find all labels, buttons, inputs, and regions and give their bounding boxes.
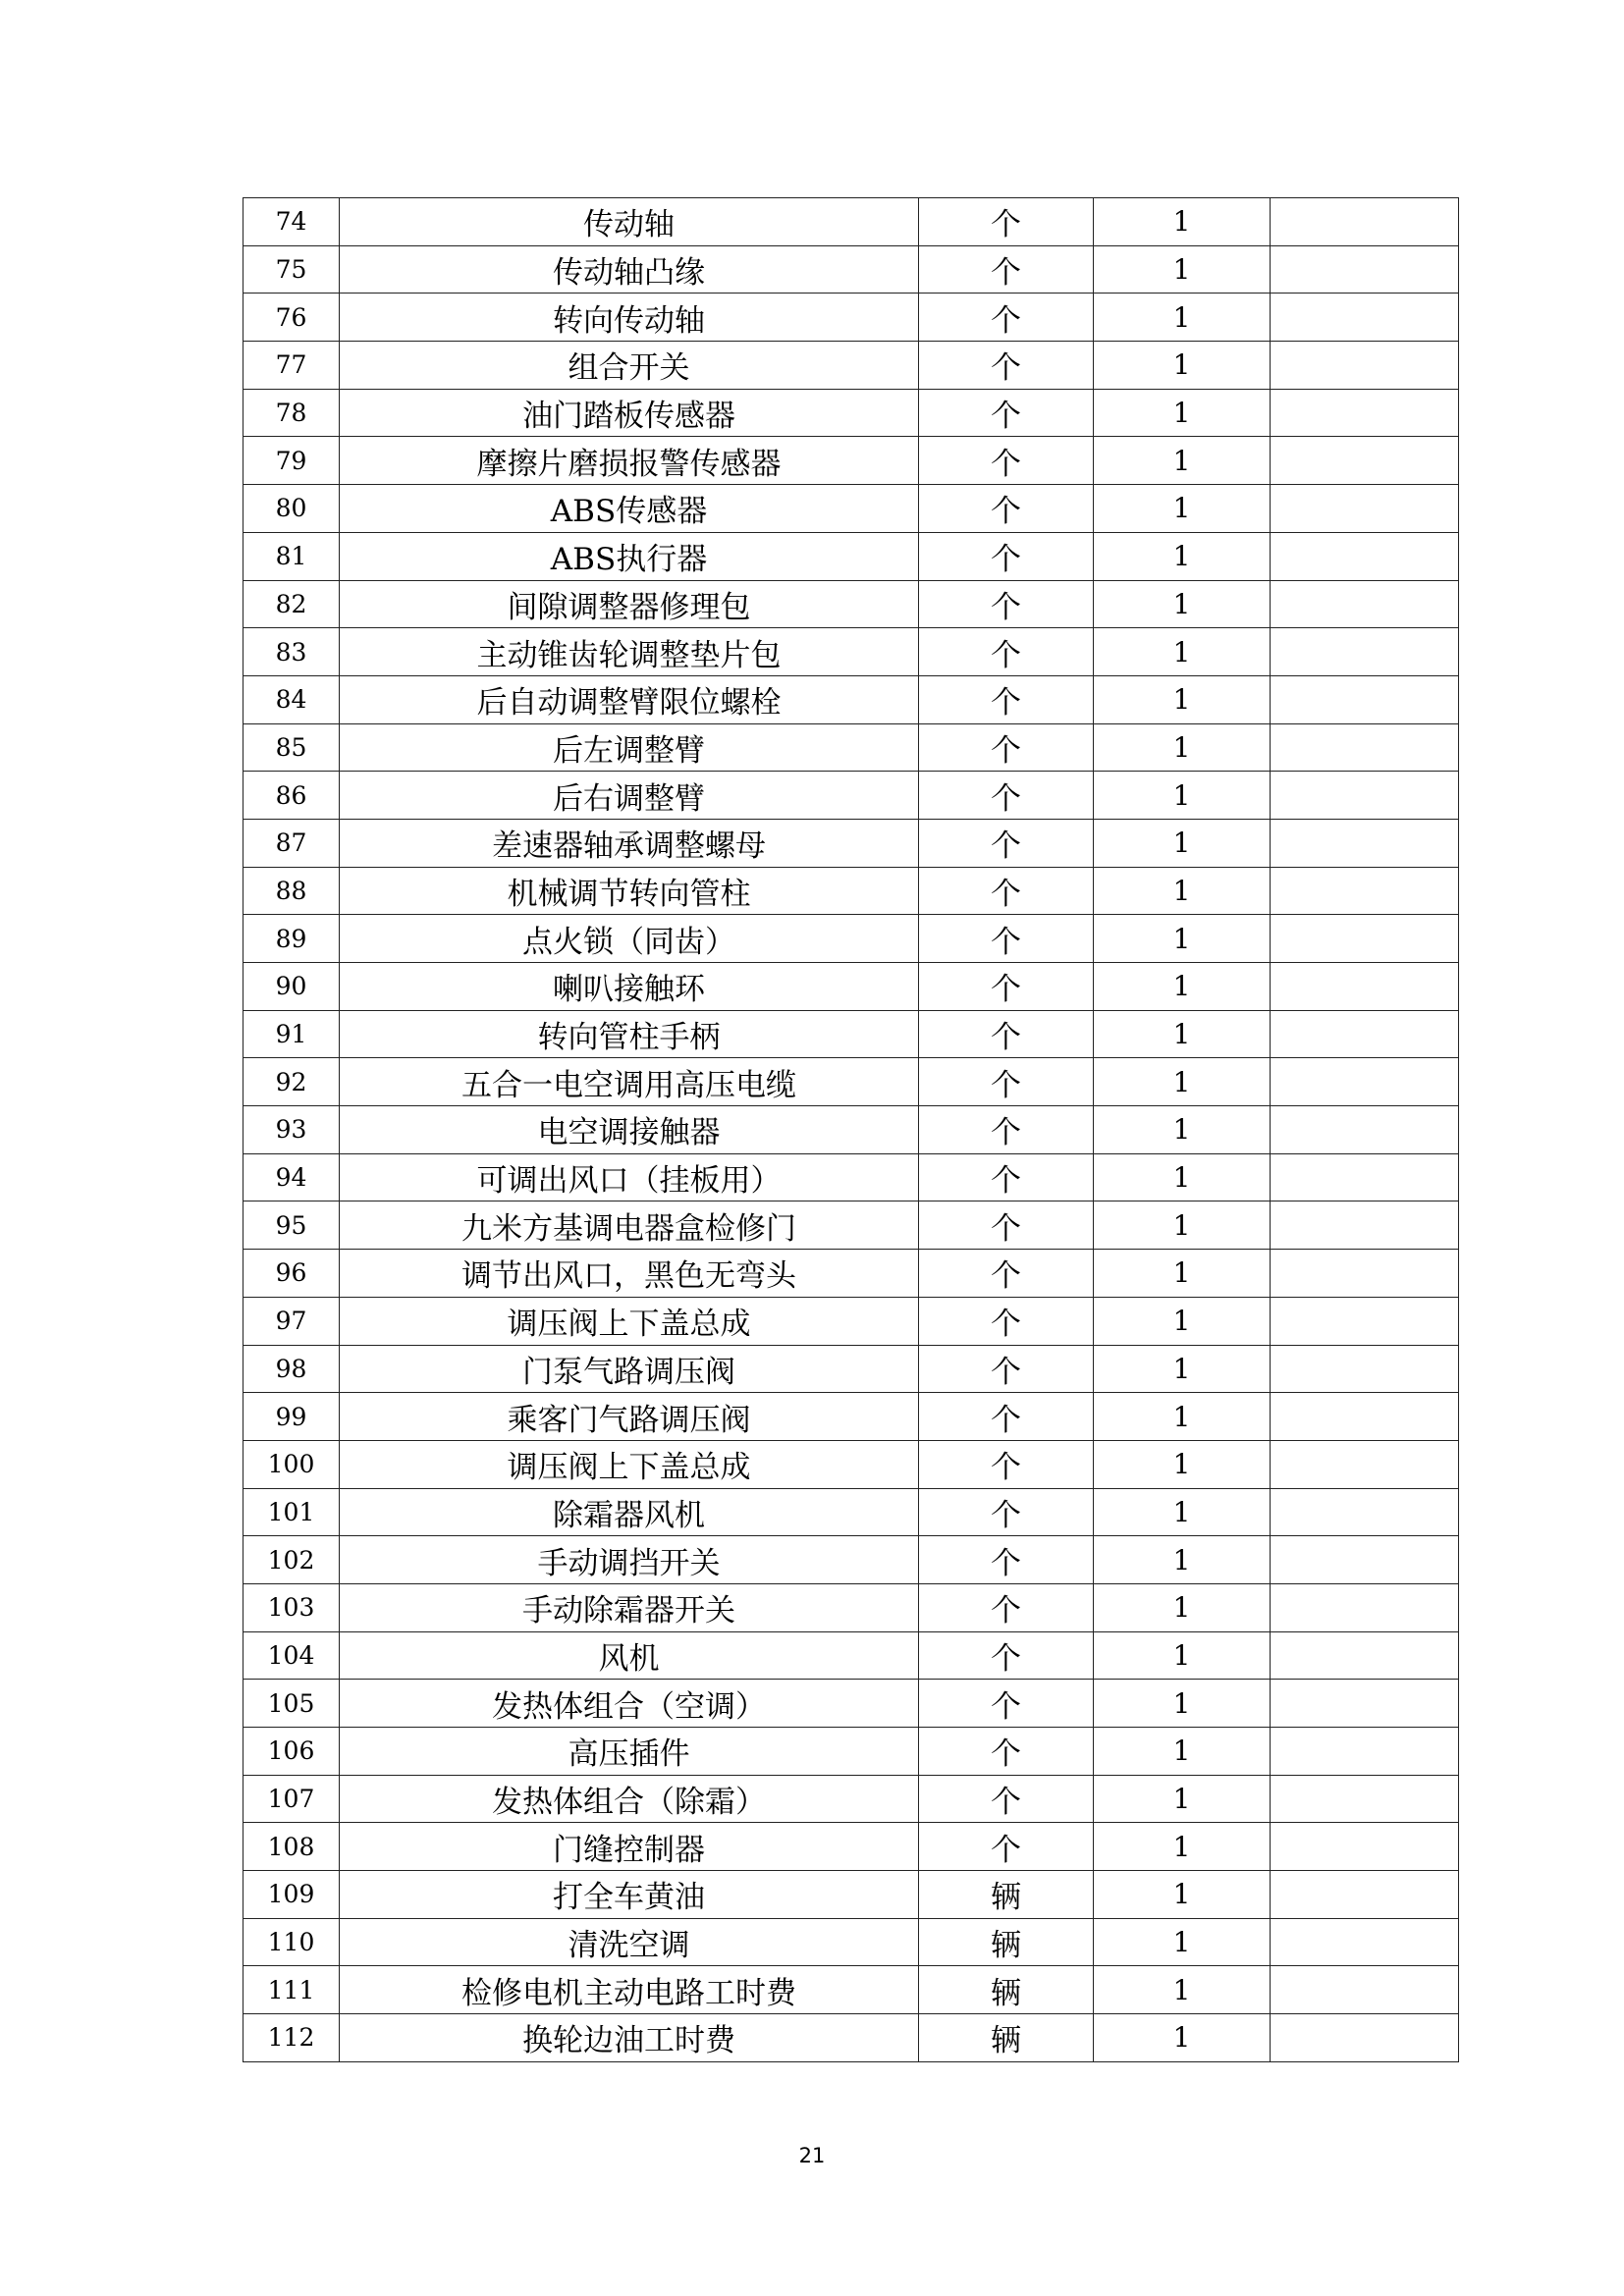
row-number-cell: 105	[244, 1680, 340, 1728]
row-number-cell: 107	[244, 1775, 340, 1823]
table-row	[244, 1488, 1459, 1536]
table-row	[244, 1775, 1459, 1823]
unit-cell: 个	[919, 342, 1094, 390]
table-row	[244, 1106, 1459, 1154]
item-name-cell: 油门踏板传感器	[340, 389, 919, 437]
remark-cell	[1271, 1440, 1459, 1488]
unit-cell: 个	[919, 1297, 1094, 1345]
quantity-cell: 1	[1094, 342, 1271, 390]
remark-cell	[1271, 1058, 1459, 1106]
remark-cell	[1271, 1345, 1459, 1393]
row-number-cell: 93	[244, 1106, 340, 1154]
remark-cell	[1271, 532, 1459, 580]
item-name-cell: 机械调节转向管柱	[340, 867, 919, 915]
item-name-cell: 发热体组合（除霜）	[340, 1775, 919, 1823]
remark-cell	[1271, 1153, 1459, 1201]
remark-cell	[1271, 580, 1459, 628]
unit-cell: 个	[919, 1728, 1094, 1776]
quantity-cell: 1	[1094, 1918, 1271, 1966]
item-name-cell: 主动锥齿轮调整垫片包	[340, 628, 919, 676]
item-name-cell: 调节出风口，黑色无弯头	[340, 1250, 919, 1298]
quantity-cell: 1	[1094, 294, 1271, 342]
row-number-cell: 85	[244, 723, 340, 772]
remark-cell	[1271, 1488, 1459, 1536]
item-name-cell: 五合一电空调用高压电缆	[340, 1058, 919, 1106]
item-name-cell: ABS执行器	[340, 532, 919, 580]
unit-cell: 个	[919, 1393, 1094, 1441]
row-number-cell: 74	[244, 198, 340, 246]
unit-cell: 个	[919, 1680, 1094, 1728]
quantity-cell: 1	[1094, 245, 1271, 294]
quantity-cell: 1	[1094, 1728, 1271, 1776]
remark-cell	[1271, 389, 1459, 437]
unit-cell: 个	[919, 915, 1094, 963]
remark-cell	[1271, 1297, 1459, 1345]
remark-cell	[1271, 1536, 1459, 1584]
table-row	[244, 867, 1459, 915]
item-name-cell: 换轮边油工时费	[340, 2014, 919, 2062]
unit-cell: 个	[919, 1106, 1094, 1154]
row-number-cell: 110	[244, 1918, 340, 1966]
quantity-cell: 1	[1094, 1583, 1271, 1631]
quantity-cell: 1	[1094, 675, 1271, 723]
unit-cell: 个	[919, 723, 1094, 772]
unit-cell: 辆	[919, 1918, 1094, 1966]
unit-cell: 个	[919, 1583, 1094, 1631]
remark-cell	[1271, 723, 1459, 772]
quantity-cell: 1	[1094, 1153, 1271, 1201]
table-row	[244, 2014, 1459, 2062]
remark-cell	[1271, 1871, 1459, 1919]
row-number-cell: 94	[244, 1153, 340, 1201]
table-row	[244, 1871, 1459, 1919]
unit-cell: 个	[919, 628, 1094, 676]
unit-cell: 个	[919, 1631, 1094, 1680]
row-number-cell: 75	[244, 245, 340, 294]
row-number-cell: 108	[244, 1823, 340, 1871]
remark-cell	[1271, 2014, 1459, 2062]
item-name-cell: 九米方基调电器盒检修门	[340, 1201, 919, 1250]
unit-cell: 辆	[919, 1966, 1094, 2014]
quantity-cell: 1	[1094, 1966, 1271, 2014]
table-row	[244, 198, 1459, 246]
row-number-cell: 79	[244, 437, 340, 485]
unit-cell: 个	[919, 1058, 1094, 1106]
quantity-cell: 1	[1094, 580, 1271, 628]
unit-cell: 个	[919, 772, 1094, 820]
row-number-cell: 95	[244, 1201, 340, 1250]
item-name-cell: 点火锁（同齿）	[340, 915, 919, 963]
item-name-cell: 间隙调整器修理包	[340, 580, 919, 628]
remark-cell	[1271, 1775, 1459, 1823]
unit-cell: 个	[919, 580, 1094, 628]
item-name-cell: 门缝控制器	[340, 1823, 919, 1871]
row-number-cell: 80	[244, 485, 340, 533]
table-row	[244, 342, 1459, 390]
table-row	[244, 1823, 1459, 1871]
item-name-cell: 后右调整臂	[340, 772, 919, 820]
row-number-cell: 92	[244, 1058, 340, 1106]
quantity-cell: 1	[1094, 389, 1271, 437]
unit-cell: 个	[919, 389, 1094, 437]
table-row	[244, 1250, 1459, 1298]
unit-cell: 个	[919, 532, 1094, 580]
table-row	[244, 389, 1459, 437]
unit-cell: 个	[919, 437, 1094, 485]
remark-cell	[1271, 1106, 1459, 1154]
unit-cell: 个	[919, 675, 1094, 723]
table-row	[244, 915, 1459, 963]
row-number-cell: 109	[244, 1871, 340, 1919]
row-number-cell: 96	[244, 1250, 340, 1298]
table-row	[244, 772, 1459, 820]
item-name-cell: 可调出风口（挂板用）	[340, 1153, 919, 1201]
item-name-cell: 手动调挡开关	[340, 1536, 919, 1584]
item-name-cell: 风机	[340, 1631, 919, 1680]
table-row	[244, 819, 1459, 867]
quantity-cell: 1	[1094, 628, 1271, 676]
row-number-cell: 102	[244, 1536, 340, 1584]
remark-cell	[1271, 1201, 1459, 1250]
table-row	[244, 1345, 1459, 1393]
table-row	[244, 1058, 1459, 1106]
row-number-cell: 99	[244, 1393, 340, 1441]
item-name-cell: ABS传感器	[340, 485, 919, 533]
quantity-cell: 1	[1094, 1106, 1271, 1154]
unit-cell: 个	[919, 1153, 1094, 1201]
item-name-cell: 喇叭接触环	[340, 963, 919, 1011]
remark-cell	[1271, 1250, 1459, 1298]
item-name-cell: 差速器轴承调整螺母	[340, 819, 919, 867]
remark-cell	[1271, 1583, 1459, 1631]
table-row	[244, 1440, 1459, 1488]
table-row	[244, 1153, 1459, 1201]
remark-cell	[1271, 294, 1459, 342]
quantity-cell: 1	[1094, 1823, 1271, 1871]
item-name-cell: 门泵气路调压阀	[340, 1345, 919, 1393]
unit-cell: 个	[919, 1250, 1094, 1298]
quantity-cell: 1	[1094, 1058, 1271, 1106]
unit-cell: 个	[919, 245, 1094, 294]
row-number-cell: 87	[244, 819, 340, 867]
row-number-cell: 90	[244, 963, 340, 1011]
unit-cell: 个	[919, 1488, 1094, 1536]
table-row	[244, 723, 1459, 772]
parts-table-body	[244, 198, 1459, 2062]
table-row	[244, 1631, 1459, 1680]
remark-cell	[1271, 867, 1459, 915]
item-name-cell: 摩擦片磨损报警传感器	[340, 437, 919, 485]
quantity-cell: 1	[1094, 1775, 1271, 1823]
row-number-cell: 103	[244, 1583, 340, 1631]
remark-cell	[1271, 915, 1459, 963]
unit-cell: 个	[919, 198, 1094, 246]
table-row	[244, 1201, 1459, 1250]
item-name-cell: 传动轴	[340, 198, 919, 246]
item-name-cell: 清洗空调	[340, 1918, 919, 1966]
table-row	[244, 1536, 1459, 1584]
unit-cell: 辆	[919, 2014, 1094, 2062]
quantity-cell: 1	[1094, 198, 1271, 246]
quantity-cell: 1	[1094, 1297, 1271, 1345]
unit-cell: 个	[919, 819, 1094, 867]
quantity-cell: 1	[1094, 485, 1271, 533]
row-number-cell: 98	[244, 1345, 340, 1393]
quantity-cell: 1	[1094, 1536, 1271, 1584]
table-row	[244, 437, 1459, 485]
quantity-cell: 1	[1094, 1488, 1271, 1536]
table-row	[244, 1680, 1459, 1728]
remark-cell	[1271, 1631, 1459, 1680]
remark-cell	[1271, 198, 1459, 246]
quantity-cell: 1	[1094, 867, 1271, 915]
row-number-cell: 77	[244, 342, 340, 390]
remark-cell	[1271, 1966, 1459, 2014]
item-name-cell: 除霜器风机	[340, 1488, 919, 1536]
row-number-cell: 82	[244, 580, 340, 628]
row-number-cell: 91	[244, 1010, 340, 1058]
quantity-cell: 1	[1094, 2014, 1271, 2062]
row-number-cell: 78	[244, 389, 340, 437]
table-row	[244, 963, 1459, 1011]
table-row	[244, 245, 1459, 294]
remark-cell	[1271, 628, 1459, 676]
quantity-cell: 1	[1094, 532, 1271, 580]
quantity-cell: 1	[1094, 819, 1271, 867]
remark-cell	[1271, 342, 1459, 390]
table-row	[244, 675, 1459, 723]
row-number-cell: 84	[244, 675, 340, 723]
row-number-cell: 83	[244, 628, 340, 676]
item-name-cell: 转向传动轴	[340, 294, 919, 342]
unit-cell: 辆	[919, 1871, 1094, 1919]
table-row	[244, 1393, 1459, 1441]
row-number-cell: 88	[244, 867, 340, 915]
item-name-cell: 手动除霜器开关	[340, 1583, 919, 1631]
table-row	[244, 580, 1459, 628]
quantity-cell: 1	[1094, 437, 1271, 485]
table-row	[244, 1728, 1459, 1776]
quantity-cell: 1	[1094, 1440, 1271, 1488]
page-number: 21	[798, 2144, 826, 2167]
quantity-cell: 1	[1094, 1201, 1271, 1250]
table-row	[244, 1583, 1459, 1631]
item-name-cell: 转向管柱手柄	[340, 1010, 919, 1058]
quantity-cell: 1	[1094, 1871, 1271, 1919]
item-name-cell: 乘客门气路调压阀	[340, 1393, 919, 1441]
table-row	[244, 1010, 1459, 1058]
remark-cell	[1271, 1393, 1459, 1441]
quantity-cell: 1	[1094, 772, 1271, 820]
table-row	[244, 485, 1459, 533]
table-row	[244, 294, 1459, 342]
remark-cell	[1271, 675, 1459, 723]
table-row	[244, 1918, 1459, 1966]
table-row	[244, 532, 1459, 580]
table-row	[244, 1966, 1459, 2014]
remark-cell	[1271, 485, 1459, 533]
item-name-cell: 检修电机主动电路工时费	[340, 1966, 919, 2014]
parts-table	[243, 197, 1459, 2062]
row-number-cell: 106	[244, 1728, 340, 1776]
unit-cell: 个	[919, 963, 1094, 1011]
item-name-cell: 电空调接触器	[340, 1106, 919, 1154]
item-name-cell: 传动轴凸缘	[340, 245, 919, 294]
unit-cell: 个	[919, 1201, 1094, 1250]
item-name-cell: 调压阀上下盖总成	[340, 1297, 919, 1345]
remark-cell	[1271, 437, 1459, 485]
quantity-cell: 1	[1094, 1631, 1271, 1680]
row-number-cell: 97	[244, 1297, 340, 1345]
table-row	[244, 1297, 1459, 1345]
remark-cell	[1271, 1918, 1459, 1966]
unit-cell: 个	[919, 1536, 1094, 1584]
quantity-cell: 1	[1094, 723, 1271, 772]
row-number-cell: 86	[244, 772, 340, 820]
remark-cell	[1271, 1010, 1459, 1058]
row-number-cell: 101	[244, 1488, 340, 1536]
unit-cell: 个	[919, 1010, 1094, 1058]
unit-cell: 个	[919, 1823, 1094, 1871]
quantity-cell: 1	[1094, 915, 1271, 963]
unit-cell: 个	[919, 1775, 1094, 1823]
row-number-cell: 76	[244, 294, 340, 342]
remark-cell	[1271, 1728, 1459, 1776]
item-name-cell: 调压阀上下盖总成	[340, 1440, 919, 1488]
quantity-cell: 1	[1094, 963, 1271, 1011]
unit-cell: 个	[919, 485, 1094, 533]
row-number-cell: 81	[244, 532, 340, 580]
unit-cell: 个	[919, 1345, 1094, 1393]
quantity-cell: 1	[1094, 1010, 1271, 1058]
remark-cell	[1271, 819, 1459, 867]
quantity-cell: 1	[1094, 1393, 1271, 1441]
item-name-cell: 打全车黄油	[340, 1871, 919, 1919]
quantity-cell: 1	[1094, 1680, 1271, 1728]
remark-cell	[1271, 963, 1459, 1011]
quantity-cell: 1	[1094, 1250, 1271, 1298]
row-number-cell: 104	[244, 1631, 340, 1680]
unit-cell: 个	[919, 867, 1094, 915]
item-name-cell: 发热体组合（空调）	[340, 1680, 919, 1728]
remark-cell	[1271, 1823, 1459, 1871]
remark-cell	[1271, 1680, 1459, 1728]
item-name-cell: 组合开关	[340, 342, 919, 390]
item-name-cell: 后左调整臂	[340, 723, 919, 772]
row-number-cell: 112	[244, 2014, 340, 2062]
remark-cell	[1271, 772, 1459, 820]
remark-cell	[1271, 245, 1459, 294]
quantity-cell: 1	[1094, 1345, 1271, 1393]
row-number-cell: 89	[244, 915, 340, 963]
table-row	[244, 628, 1459, 676]
item-name-cell: 高压插件	[340, 1728, 919, 1776]
row-number-cell: 111	[244, 1966, 340, 2014]
item-name-cell: 后自动调整臂限位螺栓	[340, 675, 919, 723]
unit-cell: 个	[919, 1440, 1094, 1488]
row-number-cell: 100	[244, 1440, 340, 1488]
unit-cell: 个	[919, 294, 1094, 342]
